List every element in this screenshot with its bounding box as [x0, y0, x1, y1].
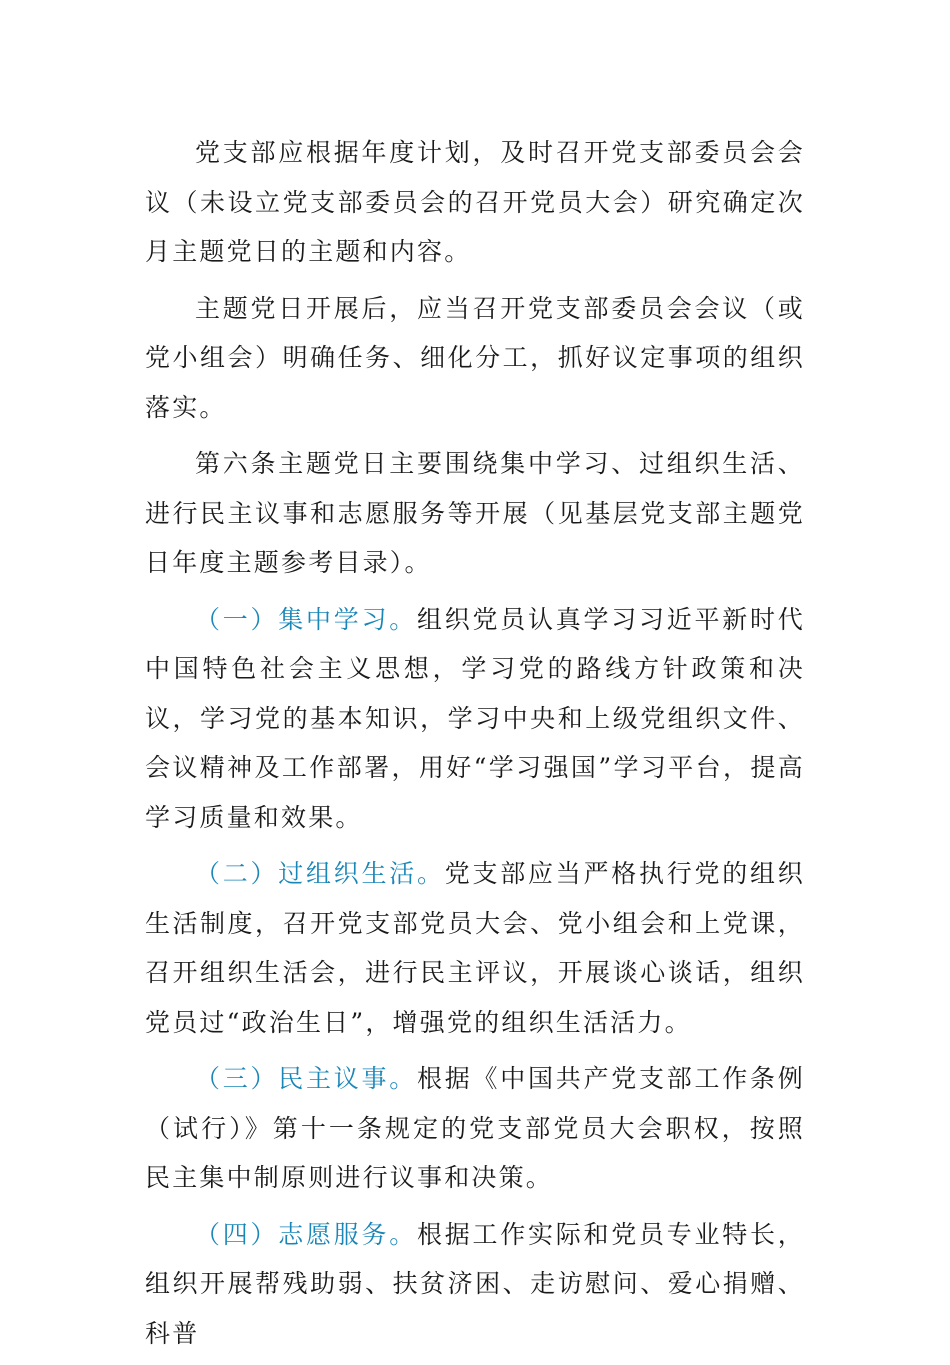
paragraph-5-text: 党支部应当严格执行党的组织生活制度，召开党支部党员大会、党小组会和上党课，召开组织生活会，进行民主评议，开展谈心谈话，组织党员过“政治生日”，增强党的组织生活活力。	[145, 859, 805, 1037]
paragraph-1	[145, 128, 805, 277]
section-heading-organizational-life: （二）过组织生活。	[195, 859, 445, 888]
paragraph-2-text: 主题党日开展后，应当召开党支部委员会会议（或党小组会）明确任务、细化分工，抓好议定事项的组织落实。	[145, 293, 805, 422]
paragraph-6-text: 根据《中国共产党支部工作条例（试行）》第十一条规定的党支部党员大会职权，按照民主集中制原则进行议事和决策。	[145, 1064, 805, 1192]
paragraph-4-text: 组织党员认真学习习近平新时代中国特色社会主义思想，学习党的路线方针政策和决议，学习党的基本知识，学习中央和上级党组织文件、会议精神及工作部署，用好“学习强国”学习平台，提高学习质量和效果。	[145, 604, 805, 832]
paragraph-1-text: 党支部应根据年度计划，及时召开党支部委员会会议（未设立党支部委员会的召开党员大会）研究确定次月主题党日的主题和内容。	[145, 138, 805, 266]
paragraph-4	[145, 595, 805, 843]
paragraph-3-text: 第六条主题党日主要围绕集中学习、过组织生活、进行民主议事和志愿服务等开展（见基层党支部主题党日年度主题参考目录）。	[145, 449, 805, 577]
paragraph-3	[145, 439, 805, 588]
section-heading-democratic-deliberation: （三）民主议事。	[195, 1064, 418, 1093]
paragraph-7	[145, 1210, 805, 1359]
paragraph-7-text: 根据工作实际和党员专业特长，组织开展帮残助弱、扶贫济困、走访慰问、爱心捐赠、科普	[145, 1219, 805, 1348]
section-heading-volunteer-service: （四）志愿服务。	[195, 1219, 418, 1249]
paragraph-6	[145, 1054, 805, 1203]
section-heading-focused-study: （一）集中学习。	[195, 604, 418, 634]
document-body	[145, 128, 805, 1365]
paragraph-2	[145, 284, 805, 433]
paragraph-5	[145, 849, 805, 1047]
